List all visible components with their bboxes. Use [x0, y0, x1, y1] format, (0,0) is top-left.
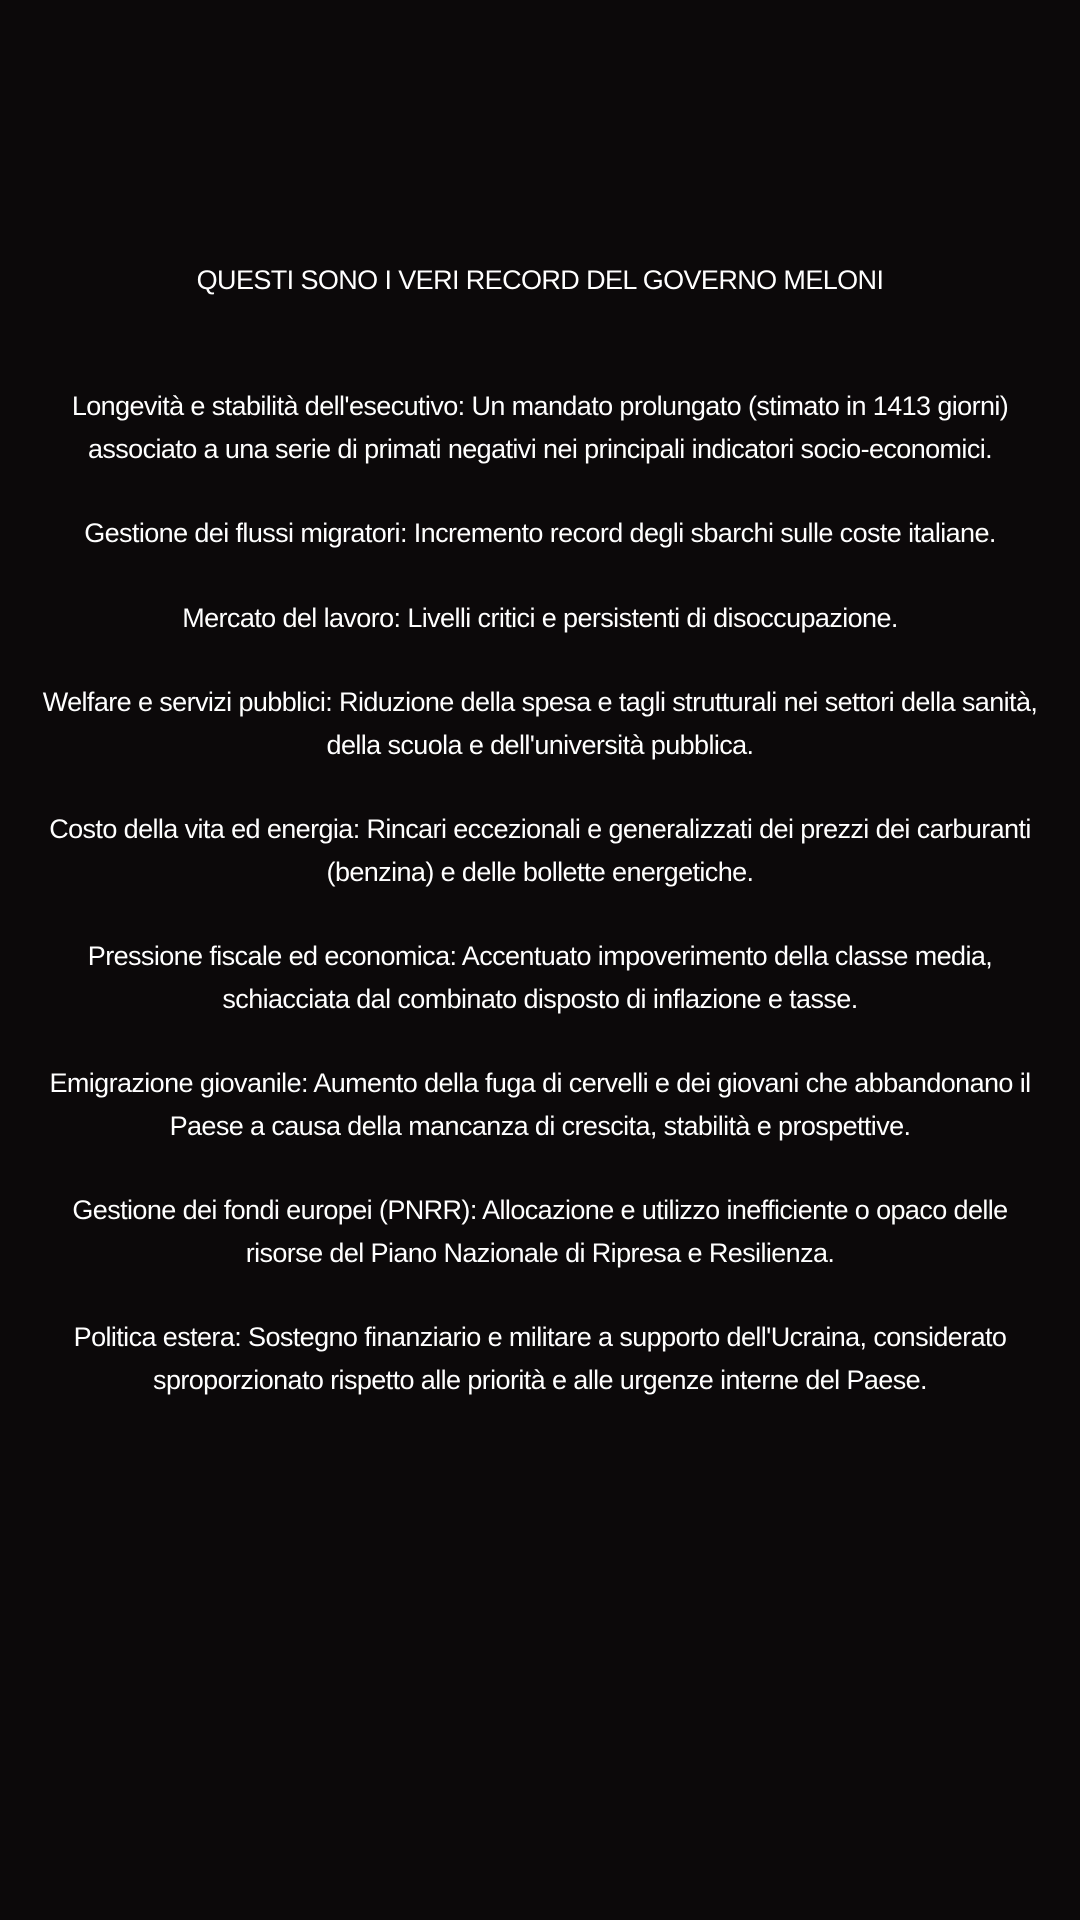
record-item: Gestione dei fondi europei (PNRR): Allocazione e utilizzo inefficiente o opaco delle risorse del Piano Nazionale di Ripresa e Resilienza. — [72, 1195, 1008, 1268]
record-item: Politica estera: Sostegno finanziario e militare a supporto dell'Ucraina, considerato sproporzionato rispetto alle priorità e alle urgenze interne del Paese. — [73, 1322, 1007, 1395]
record-item: Gestione dei flussi migratori: Incremento record degli sbarchi sulle coste italiane. — [84, 518, 996, 548]
record-item: Emigrazione giovanile: Aumento della fuga di cervelli e dei giovani che abbandonano il Paese a causa della mancanza di crescita, stabilità e prospettive. — [49, 1068, 1031, 1141]
record-item: Longevità e stabilità dell'esecutivo: Un mandato prolungato (stimato in 1413 giorni) associato a una serie di primati negativi nei principali indicatori socio-economici. — [71, 391, 1009, 464]
record-item: Pressione fiscale ed economica: Accentuato impoverimento della classe media, schiacciata dal combinato disposto di inflazione e tasse. — [87, 941, 993, 1014]
record-list — [40, 385, 1040, 1443]
post-title: QUESTI SONO I VERI RECORD DEL GOVERNO MELONI — [196, 265, 884, 295]
record-item: Mercato del lavoro: Livelli critici e persistenti di disoccupazione. — [182, 602, 898, 633]
record-item: Welfare e servizi pubblici: Riduzione della spesa e tagli strutturali nei settori della sanità, della scuola e dell'università pubblica. — [42, 687, 1038, 760]
record-item: Costo della vita ed energia: Rincari eccezionali e generalizzati dei prezzi dei carburanti (benzina) e delle bollette energetiche. — [49, 814, 1031, 887]
